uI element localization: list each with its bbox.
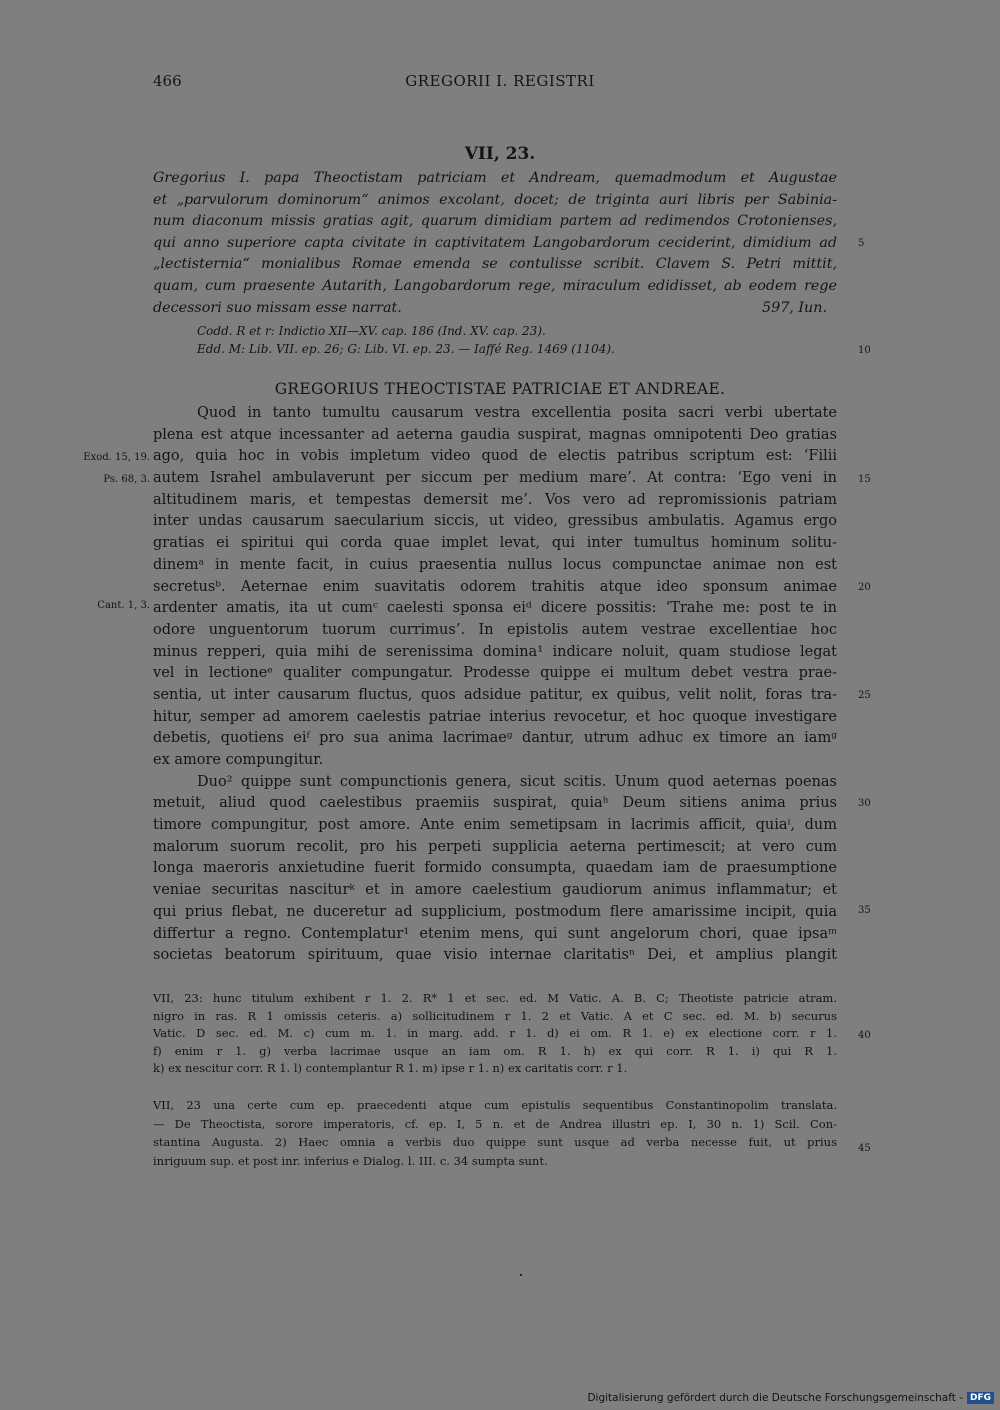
running-title: GREGORII I. REGISTRI [405, 72, 595, 90]
body-line: inter undas causarum saecularium siccis, ut video, gressibus ambulatis. Agamus ergo [153, 513, 837, 530]
margin-reference: Exod. 15, 19. [83, 452, 150, 463]
margin-reference: Cant. 1, 3. [97, 600, 150, 611]
body-line: gratias ei spiritui qui corda quae implet levat, qui inter tumultus hominum solitu- [153, 535, 837, 552]
commentary-notes [153, 1096, 837, 1170]
line-number: 30 [858, 798, 871, 809]
body-line: plena est atque incessanter ad aeterna gaudia suspirat, magnas omnipotenti Deo gratias [153, 426, 837, 443]
line-number: 25 [858, 690, 871, 701]
body-line: malorum suorum recolit, pro his perpeti supplicia aeterna pertimescit; at vero cum [153, 838, 837, 855]
body-line: Quod in tanto tumultu causarum vestra excellentia posita sacri verbi ubertate [197, 405, 837, 421]
page-number: 466 [153, 72, 182, 90]
body-line: autem Israhel ambulaverunt per siccum per medium mare’. At contra: ‘Ego veni in [153, 470, 837, 487]
digitization-footer [587, 1390, 994, 1406]
body-line: ardenter amatis, ita ut cumᶜ caelesti sponsa eiᵈ dicere possitis: ‘Trahe me: post te in [153, 600, 837, 617]
note-line: VII, 23: hunc titulum exhibent r 1. 2. R* 1 et sec. ed. M Vatic. A. B. C; Theotiste patricie atram. [153, 991, 837, 1005]
comment-line: VII, 23 una certe cum ep. praecedenti atque cum epistulis sequentibus Constantinopolim translata. [153, 1098, 837, 1112]
body-line: dinemᵃ in mente facit, in cuius praesentia nullus locus compunctae animae non est [153, 556, 837, 573]
abstract-line: decessori suo missam esse narrat. [153, 299, 402, 316]
letter-rubric: GREGORIUS THEOCTISTAE PATRICIAE ET ANDREAE. [274, 380, 726, 398]
letter-body [153, 403, 837, 967]
letter-date: 597, Iun. [762, 299, 827, 316]
abstract-line: Gregorius I. papa Theoctistam patriciam et Andream, quemadmodum et Augustae [153, 170, 837, 186]
stray-mark [520, 1274, 522, 1276]
textual-notes [153, 990, 837, 1078]
line-number: 40 [858, 1030, 871, 1041]
dfg-logo: DFG [967, 1392, 994, 1404]
line-number: 15 [858, 474, 871, 485]
body-line: odore unguentorum tuorum currimus’. In epistolis autem vestrae excellentiae hoc [153, 621, 837, 638]
editions-line: Edd. M: Lib. VII. ep. 26; G: Lib. VI. ep. 23. — Iaffé Reg. 1469 (1104). [197, 342, 615, 356]
line-number: 10 [858, 345, 871, 356]
body-line: secretusᵇ. Aeternae enim suavitatis odorem trahitis atque ideo sponsum animae [153, 578, 837, 595]
comment-line: stantina Augusta. 2) Haec omnia a verbis duo quippe sunt usque ad verba necesse fuit, ut prius [153, 1135, 837, 1149]
letter-number: VII, 23. [464, 144, 536, 164]
line-number: 20 [858, 582, 871, 593]
note-line: Vatic. D sec. ed. M. c) cum m. 1. in marg. add. r 1. d) ei om. R 1. e) ex electione corr. r 1. [153, 1026, 837, 1040]
body-line: timore compungitur, post amore. Ante enim semetipsam in lacrimis afficit, quiaⁱ, dum [153, 817, 837, 834]
codices-info [197, 322, 615, 358]
body-line: metuit, aliud quod caelestibus praemiis suspirat, quiaʰ Deum sitiens anima prius [153, 795, 837, 812]
abstract-line: „lectisternia“ monialibus Romae emenda se contulisse scribit. Clavem S. Petri mittit, [153, 256, 837, 273]
comment-line: — De Theoctista, sorore imperatoris, cf. ep. I, 5 n. et de Andrea illustri ep. I, 30 n. 1) Scil. Con- [153, 1116, 837, 1131]
note-line: k) ex nescitur corr. R 1. l) contemplantur R 1. m) ipse r 1. n) ex caritatis corr. r 1. [153, 1061, 628, 1075]
body-line: vel in lectioneᵉ qualiter compungatur. Prodesse quippe ei multum debet vestra prae- [153, 665, 837, 682]
body-line: minus repperi, quia mihi de serenissima domina¹ indicare noluit, quam studiose legat [153, 643, 837, 660]
letter-abstract [153, 168, 837, 319]
line-number: 5 [858, 238, 865, 249]
margin-reference: Ps. 68, 3. [103, 474, 150, 485]
body-line: qui prius flebat, ne duceretur ad supplicium, postmodum flere amarissime incipit, quia [153, 903, 837, 920]
body-line: debetis, quotiens eiᶠ pro sua anima lacrimaeᵍ dantur, utrum adhuc ex timore an iamᵍ [153, 730, 837, 747]
body-line: altitudinem maris, et tempestas demersit me’. Vos vero ad repromissionis patriam [153, 491, 837, 508]
abstract-line: qui anno superiore capta civitate in captivitatem Langobardorum ceciderint, dimidium ad [153, 234, 837, 251]
body-line: veniae securitas nasciturᵏ et in amore caelestium gaudiorum animus inflammatur; et [153, 882, 837, 899]
abstract-line: num diaconum missis gratias agit, quarum dimidiam partem ad redimendos Crotonienses, [153, 213, 837, 230]
body-line: longa maeroris anxietudine fuerit formido consumpta, quaedam iam de praesumptione [153, 860, 837, 877]
body-line: Duo² quippe sunt compunctionis genera, sicut scitis. Unum quod aeternas poenas [197, 773, 837, 790]
abstract-line: et „parvulorum dominorum“ animos excolant, docet; de triginta auri libris per Sabinia- [153, 191, 837, 208]
note-line: f) enim r 1. g) verba lacrimae usque an iam om. R 1. h) ex qui corr. R 1. i) qui R 1. [153, 1043, 837, 1058]
body-line: societas beatorum spirituum, quae visio internae claritatisⁿ Dei, et amplius plangit [153, 947, 837, 964]
body-line: differtur a regno. Contemplatur¹ etenim mens, qui sunt angelorum chori, quae ipsaᵐ [153, 925, 837, 942]
line-number: 45 [858, 1143, 871, 1154]
abstract-date-line [153, 298, 837, 320]
body-line: sentia, ut inter causarum fluctus, quos adsidue patitur, ex quibus, velit nolit, foras tra- [153, 686, 837, 703]
line-number: 35 [858, 905, 871, 916]
body-line: ex amore compungitur. [153, 752, 324, 768]
page-header [0, 72, 1000, 94]
body-line: ago, quia hoc in vobis impletum video quod de electis patribus scriptum est: ‘Filii [153, 448, 837, 465]
footer-text: Digitalisierung gefördert durch die Deutsche Forschungsgemeinschaft - [587, 1392, 963, 1404]
note-line: nigro in ras. R 1 omissis ceteris. a) sollicitudinem r 1. 2 et Vatic. A et C sec. ed. M. b) securus [153, 1008, 837, 1023]
body-line: hitur, semper ad amorem caelestis patriae interius revocetur, et hoc quoque investigare [153, 708, 837, 725]
codices-line: Codd. R et r: Indictio XII—XV. cap. 186 (Ind. XV. cap. 23). [197, 324, 546, 338]
comment-line: inriguum sup. et post inr. inferius e Dialog. l. III. c. 34 sumpta sunt. [153, 1153, 548, 1168]
abstract-line: quam, cum praesente Autarith, Langobardorum rege, miraculum edidisset, ab eodem rege [153, 277, 837, 294]
